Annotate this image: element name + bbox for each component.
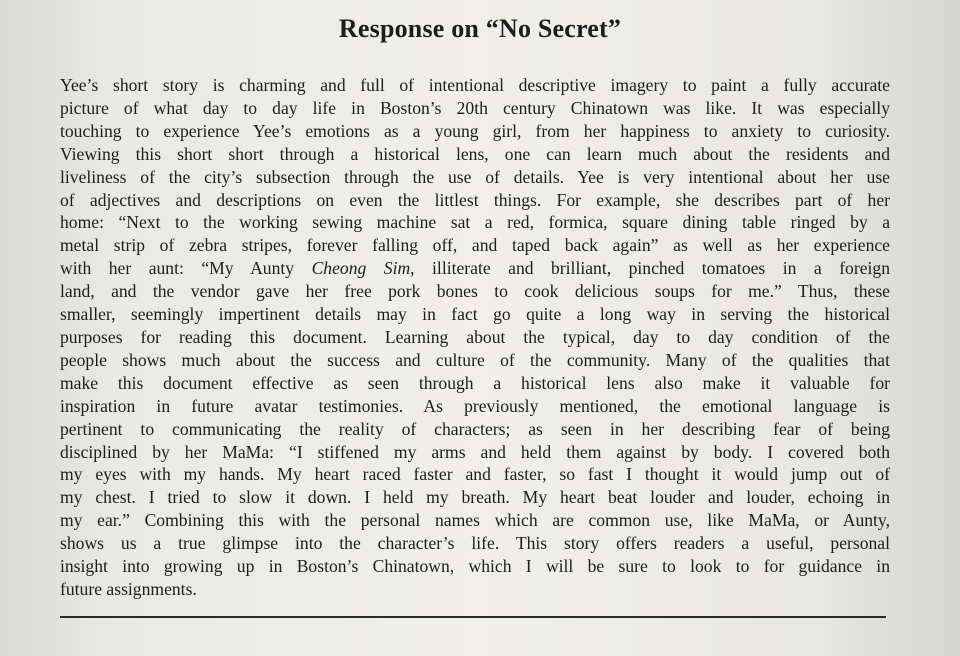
paragraph-line: liveliness of the city’s subsection through the use of details. Yee is very intentional about her use: [60, 166, 890, 187]
paragraph-line: my chest. I tried to slow it down. I held my breath. My heart beat louder and louder, echoing in: [60, 487, 890, 508]
paragraph-line-last: future assignments.: [60, 578, 197, 599]
italic-name: Cheong Sim: [311, 258, 411, 279]
paragraph-line: insight into growing up in Boston’s Chinatown, which I will be sure to look to for guidance in: [60, 556, 890, 577]
paragraph-line: Yee’s short story is charming and full of intentional descriptive imagery to paint a fully accurate: [60, 75, 890, 95]
paragraph-line: people shows much about the success and culture of the community. Many of the qualities that: [60, 349, 890, 370]
paragraph-line: of adjectives and descriptions on even the littlest things. For example, she describes part of her: [60, 189, 890, 210]
paragraph-line: touching to experience Yee’s emotions as a young girl, from her happiness to anxiety to curiosity.: [60, 120, 890, 141]
paragraph-line: shows us a true glimpse into the character’s life. This story offers readers a useful, personal: [60, 533, 890, 554]
paragraph-line: purposes for reading this document. Learning about the typical, day to day condition of the: [60, 326, 890, 347]
paragraph-line: picture of what day to day life in Boston’s 20th century Chinatown was like. It was especially: [60, 97, 890, 118]
paragraph-line: make this document effective as seen through a historical lens also make it valuable for: [60, 372, 890, 393]
response-paragraph: [60, 74, 890, 601]
paragraph-line: home: “Next to the working sewing machine sat a red, formica, square dining table ringed by a: [60, 212, 890, 233]
page-title: Response on “No Secret”: [338, 14, 622, 43]
paragraph-line: land, and the vendor gave her free pork bones to cook delicious soups for me.” Thus, these: [60, 281, 890, 302]
paragraph-line: metal strip of zebra stripes, forever falling off, and taped back again” as well as her experience: [60, 235, 890, 256]
paragraph-line: Viewing this short short through a historical lens, one can learn much about the residents and: [60, 143, 890, 164]
paragraph-line-italic: with her aunt: “My Aunty Cheong Sim, illiterate and brilliant, pinched tomatoes in a foreign: [60, 258, 890, 279]
paragraph-line: my ear.” Combining this with the personal names which are common use, like MaMa, or Aunty,: [60, 510, 890, 531]
underline-rule: [60, 616, 886, 618]
paragraph-line: disciplined by her MaMa: “I stiffened my arms and held them against by body. I covered both: [60, 441, 890, 462]
paragraph-line: pertinent to communicating the reality of characters; as seen in her describing fear of being: [60, 418, 890, 439]
paragraph-line: my eyes with my hands. My heart raced faster and faster, so fast I thought it would jump out of: [60, 464, 890, 485]
paragraph-line: smaller, seemingly impertinent details may in fact go quite a long way in serving the historical: [60, 304, 890, 325]
paragraph-line: inspiration in future avatar testimonies. As previously mentioned, the emotional language is: [60, 395, 890, 416]
